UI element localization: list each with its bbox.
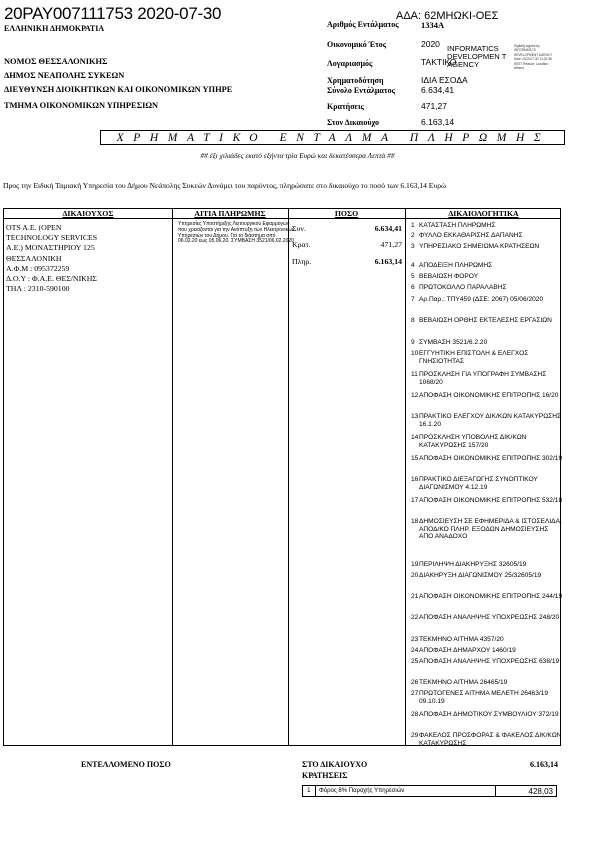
document-item [408,434,563,449]
document-item [408,593,563,601]
document-text: ΕΓΓΥΗΤΙΚΗ ΕΠΙΣΤΟΛΗ & ΕΛΕΓΧΟΣ ΓΝΗΣΙΟΤΗΤΑΣ [419,350,529,365]
amount-payable-value: 6.163,14 [374,257,402,266]
document-number: 3 [411,243,415,250]
document-number: 4 [411,262,415,269]
document-text: ΦΑΚΕΛΟΣ ΠΡΟΣΦΟΡΑΣ & ΦΑΚΕΛΟΣ ΔΙΚ/ΚΩΝ ΚΑΤΑΚΥΡΩΣΗΣ [419,732,562,747]
document-number: 10 [411,350,419,357]
document-text: ΠΡΑΚΤΙΚΟ ΕΛΕΓΧΟΥ ΔΙΚ/ΚΩΝ ΚΑΤΑΚΥΡΩΣΗΣ 16.1.20 [419,413,562,428]
document-item [408,614,563,622]
document-item [408,273,563,281]
document-number: 16 [411,476,419,483]
country-heading: ΕΛΛΗΝΙΚΗ ΔΗΜΟΚΡΑΤΙΑ [4,24,105,33]
payment-instruction: Προς την Ειδική Ταμιακή Υπηρεσία του Δήμου Νεάπολης Συκεών Δυνάμει του παρόντος, πληρώσατε στο δικαιούχο το ποσό των 6.163,14 Ευρώ [3,181,446,190]
payment-cause: Υπηρεσίες Υποστήριξης Λειτουργικού Εφαρμογών που χρειάζονται για την Ανάπτυξη των Ηλεκτρονικών Υπηρεσιών του Δήμου. Για το διάστημα από 06.02.20 έως 05.06.20. ΣΥΜΒΑΣΗ 3521/06.02.2020 [178,221,295,245]
to-payee-value: 6.163,14 [530,760,558,769]
document-text: ΠΡΟΣΚΛΗΣΗ ΥΠΟΒΟΛΗΣ ΔΙΚ/ΚΩΝ ΚΑΤΑΚΥΡΩΣΗΣ 157/20 [419,434,527,449]
document-item [408,658,563,666]
document-text: ΑΠΟΦΑΣΗ ΟΙΚΟΝΟΜΙΚΗΣ ΕΠΙΤΡΟΠΗΣ 16/20 [419,392,559,399]
order-number-label: Αριθμός Εντάλματος [327,20,399,29]
amount-deductions-value: 471,27 [380,240,402,249]
document-text: ΠΡΑΚΤΙΚΟ ΔΙΕΞΑΓΩΓΗΣ ΣΥΝΟΠΤΙΚΟΥ ΔΙΑΓΩΝΙΣΜΟΥ 4.12.19 [419,476,538,491]
funding-label: Χρηματοδότηση [327,76,384,85]
document-text: ΣΥΜΒΑΣΗ 3521/6.2.20 [419,339,488,346]
document-text: ΤΕΚΜΗΝΟ ΑΙΤΗΜΑ 4357/20 [419,636,504,643]
municipality-name: ΔΗΜΟΣ ΝΕΑΠΟΛΗΣ ΣΥΚΕΩΝ [4,71,125,80]
amount-total-value: 6.634,41 [374,224,402,233]
order-total-label: Σύνολο Εντάλματος [327,86,395,95]
payee-line: Α.Φ.Μ : 095372259 [6,263,70,273]
document-number: 28 [411,711,419,718]
title-bar [100,130,565,145]
amount-deductions-label: Κρατ. [292,240,311,249]
document-item [408,371,563,386]
document-item [408,711,563,719]
document-text: ΒΕΒΑΙΩΣΗ ΟΡΘΗΣ ΕΚΤΕΛΕΣΗΣ ΕΡΓΑΣΙΩΝ [419,317,552,324]
document-item [408,222,563,230]
ordered-amount-label: ΕΝΤΕΛΛΟΜΕΝΟ ΠΟΣΟ [81,760,171,769]
document-text: ΚΑΤΑΣΤΑΣΗ ΠΛΗΡΩΜΗΣ [419,222,496,229]
document-text: ΤΕΚΜΗΝΟ ΑΙΤΗΜΑ 26465/19 [419,679,508,686]
document-text: ΑΠΟΦΑΣΗ ΔΗΜΟΤΙΚΟΥ ΣΥΜΒΟΥΛΙΟΥ 372/19 [419,711,559,718]
amount-in-words: ## έξι χιλιάδες εκατό εξήντα τρία Ευρώ και δεκατέσσερα Λεπτά ## [200,151,395,160]
document-number: 22 [411,614,419,621]
document-text: Αρ.Παρ.: ΤΠΥ459 (ΔΣΕ: 2067) 05/06/2020 [419,296,544,303]
document-item [408,296,563,304]
document-number: 8 [411,317,415,324]
document-item [408,679,563,687]
document-item [408,572,563,580]
directorate-name: ΔΙΕΥΘΥΝΣΗ ΔΙΟΙΚΗΤΙΚΩΝ ΚΑΙ ΟΙΚΟΝΟΜΙΚΩΝ ΥΠΗΡΕ [4,85,233,94]
document-number: 20 [411,572,419,579]
document-number: 9 [411,339,415,346]
document-number: 27 [411,690,419,697]
document-text: ΑΠΟΦΑΣΗ ΟΙΚΟΝΟΜΙΚΗΣ ΕΠΙΤΡΟΠΗΣ 302/19 [419,455,563,462]
signature-fine-print: Digitally signed by INFORMATICS DEVELOPMENT AGENCY Date: 2020.07.30 13:22:38 EEST Reason: Location: Athens [514,44,553,71]
documents-header: ΔΙΚΑΙΟΛΟΓΗΤΙΚΑ [448,209,519,218]
document-number: 26 [411,679,419,686]
document-item [408,392,563,400]
document-item [408,455,563,463]
document-text: ΠΡΟΣΚΛΗΣΗ ΓΙΑ ΥΠΟΓΡΑΦΗ ΣΥΜΒΑΣΗΣ 1068/20 [419,371,547,386]
document-number: 21 [411,593,419,600]
header-divider [4,218,560,219]
cell-divider [315,786,316,796]
document-item [408,497,563,505]
order-total-value: 6.634,41 [421,85,455,95]
document-number: 24 [411,647,419,654]
document-item [408,284,563,292]
document-item [408,476,563,491]
payment-table [3,208,561,746]
cause-header: ΑΙΤΙΑ ΠΛΗΡΩΜΗΣ [194,209,266,218]
order-number-value: 1334Α [421,20,445,30]
document-item [408,232,563,240]
amount-total-label: Συν. [292,224,306,233]
deduction-value: 428,03 [528,787,553,796]
funding-value: ΙΔΙΑ ΕΣΟΔΑ [421,75,468,85]
document-item [408,262,563,270]
deduction-row [302,785,557,797]
document-text: ΑΠΟΦΑΣΗ ΔΗΜΑΡΧΟΥ 1460/19 [419,647,516,654]
document-text: ΠΡΩΤΟΓΕΝΕΣ ΑΙΤΗΜΑ ΜΕΛΕΤΗ 26463/19 09.10.19 [419,690,549,705]
department-name: ΤΜΗΜΑ ΟΙΚΟΝΟΜΙΚΩΝ ΥΠΗΡΕΣΙΩΝ [4,101,159,110]
payee-net-value: 6.163,14 [421,117,455,127]
document-item [408,518,563,541]
amount-header: ΠΟΣΟ [334,209,359,218]
document-text: ΑΠΟΔΕΙΞΗ ΠΛΗΡΩΜΗΣ [419,262,493,269]
document-item [408,317,563,325]
ada-code: ΑΔΑ: 62ΜΗΩΚΙ-ΟΕΣ [396,10,499,22]
deduction-number: 1 [307,787,311,794]
payee-header: ΔΙΚΑΙΟΥΧΟΣ [62,209,114,218]
payee-line: OTS A.E. (OPEN [6,223,62,232]
document-text: ΒΕΒΑΙΩΣΗ ΦΟΡΟΥ [419,273,479,280]
document-item [408,413,563,428]
document-text: ΔΗΜΟΣΙΕΥΣΗ ΣΕ ΕΦΗΜΕΡΙΔΑ & ΙΣΤΟΣΕΛΙΔΑ, ΑΠΟΔ/ΚΟ ΠΛΗΡ. ΕΞΟΔΩΝ ΔΗΜΟΣΙΕΥΣΗΣ ΑΠΟ ΑΝΑΔΟΧΟ [419,518,562,541]
account-label: Λογαριασμός [327,59,373,68]
amount-payable-label: Πληρ. [292,257,312,266]
cell-divider [495,786,496,796]
document-item [408,561,563,569]
payee-line: A.E.) ΜΟΝΑΣΤΗΡΙΟΥ 125 [6,243,95,253]
document-item [408,690,563,705]
document-number: 18 [411,518,419,525]
document-text: ΑΠΟΦΑΣΗ ΑΝΑΛΗΨΗΣ ΥΠΟΧΡΕΩΣΗΣ 638/19 [419,658,560,665]
signature-agency-name: INFORMATICS DEVELOPMEN T AGENCY [447,44,507,69]
document-text: ΑΠΟΦΑΣΗ ΑΝΑΛΗΨΗΣ ΥΠΟΧΡΕΩΣΗΣ 248/20 [419,614,560,621]
payee-line: ΘΕΣΣΑΛΟΝΙΚΗ [6,253,62,263]
document-number: 25 [411,658,419,665]
document-number: 11 [411,371,418,378]
document-item [408,636,563,644]
document-item [408,647,563,655]
document-number: 5 [411,273,415,280]
document-item [408,339,563,347]
document-number: 29 [411,732,419,739]
document-number: 7 [411,296,415,303]
document-item [408,243,563,251]
payee-line: TECHNOLOGY SERVICES [6,233,98,243]
document-item [408,350,563,365]
deductions-label: Κρατήσεις [327,102,364,111]
document-number: 17 [411,497,419,504]
fiscal-year-value: 2020 [421,39,440,49]
to-payee-label: ΣΤΟ ΔΙΚΑΙΟΥΧΟ ΚΡΑΤΗΣΕΙΣ [302,760,368,780]
column-divider [288,209,289,745]
document-number: 15 [411,455,419,462]
payee-line: ΤΗΛ : 2310-590100 [6,284,70,294]
document-number: 12 [411,392,419,399]
document-text: ΠΡΩΤΟΚΟΛΛΟ ΠΑΡΑΛΑΒΗΣ [419,284,507,291]
document-text: ΑΠΟΦΑΣΗ ΟΙΚΟΝΟΜΙΚΗΣ ΕΠΙΤΡΟΠΗΣ 244/19 [419,593,563,600]
column-divider [405,209,406,745]
document-number: 19 [411,561,419,568]
deduction-label: Φόρος 8% Παροχής Υπηρεσιών [319,787,405,794]
prefecture-name: ΝΟΜΟΣ ΘΕΣΣΑΛΟΝΙΚΗΣ [4,57,108,66]
payee-net-label: Στον Δικαιούχο [327,118,379,127]
account-value: ΤΑΚΤΙΚΟ [421,57,457,67]
document-number: 13 [411,413,419,420]
document-text: ΠΕΡΙΛΗΨΗ ΔΙΑΚΗΡΥΞΗΣ 32605/19 [419,561,527,568]
document-title: ΧΡΗΜΑΤΙΚΟ ΕΝΤΑΛΜΑ ΠΛΗΡΩΜΗΣ [116,132,551,144]
document-number: 1 [411,222,415,229]
document-id: 20PAY007111753 2020-07-30 [4,4,222,23]
payee-line: Δ.Ο.Υ : Φ.Α.Ε. ΘΕΣ/ΝΙΚΗΣ [6,274,97,284]
document-text: ΔΙΑΚΗΡΥΞΗ ΔΙΑΓΩΝΙΣΜΟΥ 25/32605/19 [419,572,542,579]
column-divider [172,209,173,745]
document-number: 6 [411,284,415,291]
document-text: ΑΠΟΦΑΣΗ ΟΙΚΟΝΟΜΙΚΗΣ ΕΠΙΤΡΟΠΗΣ 532/18 [419,497,563,504]
fiscal-year-label: Οικονομικό Έτος [327,40,387,49]
document-number: 14 [411,434,419,441]
document-item [408,732,563,747]
document-text: ΥΠΗΡΕΣΙΑΚΟ ΣΗΜΕΙΩΜΑ ΚΡΑΤΗΣΕΩΝ [419,243,540,250]
document-number: 23 [411,636,419,643]
document-text: ΦΥΛΛΟ ΕΚΚΑΘΑΡΙΣΗΣ ΔΑΠΑΝΗΣ [419,232,523,239]
deductions-value: 471,27 [421,101,447,111]
payee-details [6,223,97,294]
document-number: 2 [411,232,415,239]
